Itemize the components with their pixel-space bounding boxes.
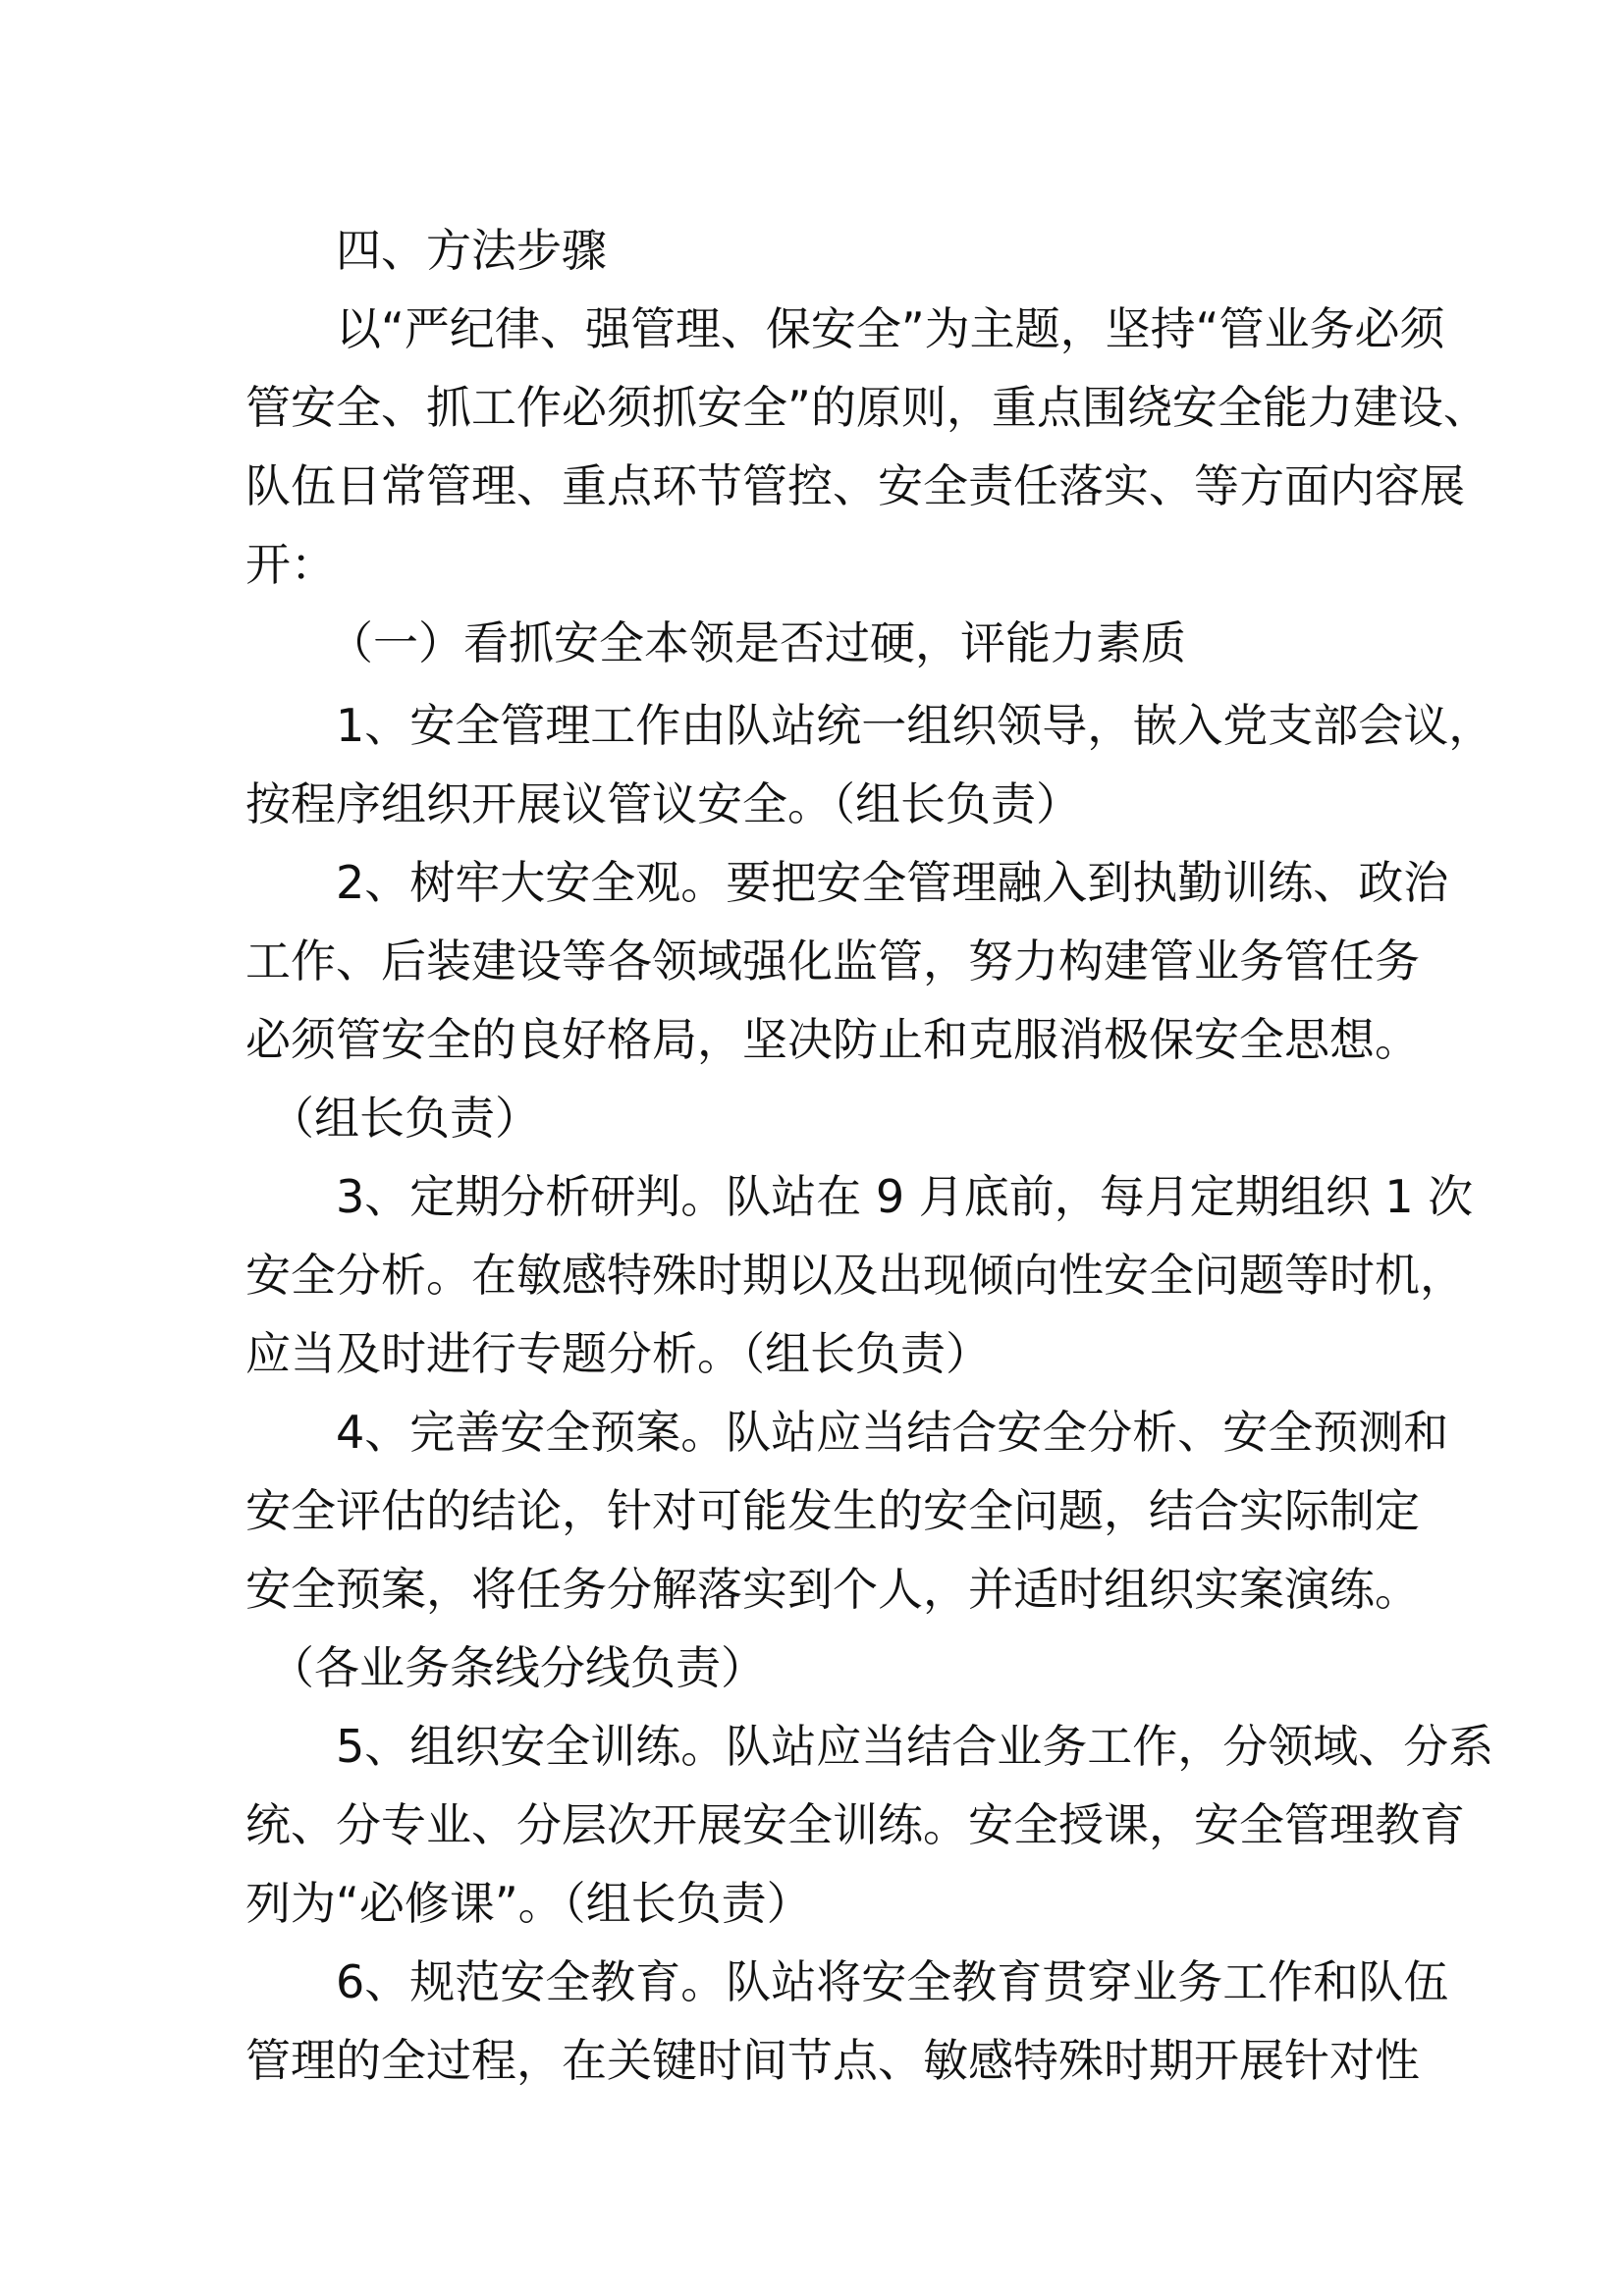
item-5-line-1: 5、组织安全训练。队站应当结合业务工作，分领域、分系 — [336, 1720, 1494, 1773]
intro-line-4: 开： — [245, 538, 336, 591]
item-2-line-4: （组长负责） — [269, 1092, 540, 1145]
item-4-line-3: 安全预案，将任务分解落实到个人，并适时组织实案演练。 — [245, 1563, 1420, 1616]
intro-line-3: 队伍日常管理、重点环节管控、安全责任落实、等方面内容展 — [245, 459, 1465, 512]
intro-line-2: 管安全、抓工作必须抓安全”的原则，重点围绕安全能力建设、 — [245, 381, 1489, 434]
item-4-line-1: 4、完善安全预案。队站应当结合安全分析、安全预测和 — [336, 1406, 1449, 1459]
item-5-line-3: 列为“必修课”。（组长负责） — [245, 1877, 812, 1930]
item-1-line-1: 1、安全管理工作由队站统一组织领导，嵌入党支部会议， — [336, 699, 1494, 752]
item-6-line-1: 6、规范安全教育。队站将安全教育贯穿业务工作和队伍 — [336, 1955, 1449, 2008]
item-4-line-4: （各业务条线分线负责） — [269, 1641, 766, 1694]
subheading: （一）看抓安全本领是否过硬，评能力素质 — [328, 616, 1186, 669]
item-3-line-1: 3、定期分析研判。队站在 9 月底前，每月定期组织 1 次 — [336, 1170, 1474, 1223]
item-4-line-2: 安全评估的结论，针对可能发生的安全问题，结合实际制定 — [245, 1484, 1420, 1537]
section-heading: 四、方法步骤 — [336, 224, 607, 277]
item-2-line-1: 2、树牢大安全观。要把安全管理融入到执勤训练、政治 — [336, 856, 1449, 909]
item-2-line-2: 工作、后装建设等各领域强化监管，努力构建管业务管任务 — [245, 934, 1420, 988]
item-2-line-3: 必须管安全的良好格局，坚决防止和克服消极保安全思想。 — [245, 1013, 1420, 1066]
item-5-line-2: 统、分专业、分层次开展安全训练。安全授课，安全管理教育 — [245, 1798, 1465, 1851]
item-6-line-2: 管理的全过程，在关键时间节点、敏感特殊时期开展针对性 — [245, 2034, 1420, 2087]
intro-line-1: 以“严纪律、强管理、保安全”为主题，坚持“管业务必须 — [336, 302, 1445, 355]
item-3-line-2: 安全分析。在敏感特殊时期以及出现倾向性安全问题等时机， — [245, 1249, 1465, 1302]
item-1-line-2: 按程序组织开展议管议安全。（组长负责） — [245, 777, 1081, 830]
item-3-line-3: 应当及时进行专题分析。（组长负责） — [245, 1327, 991, 1380]
